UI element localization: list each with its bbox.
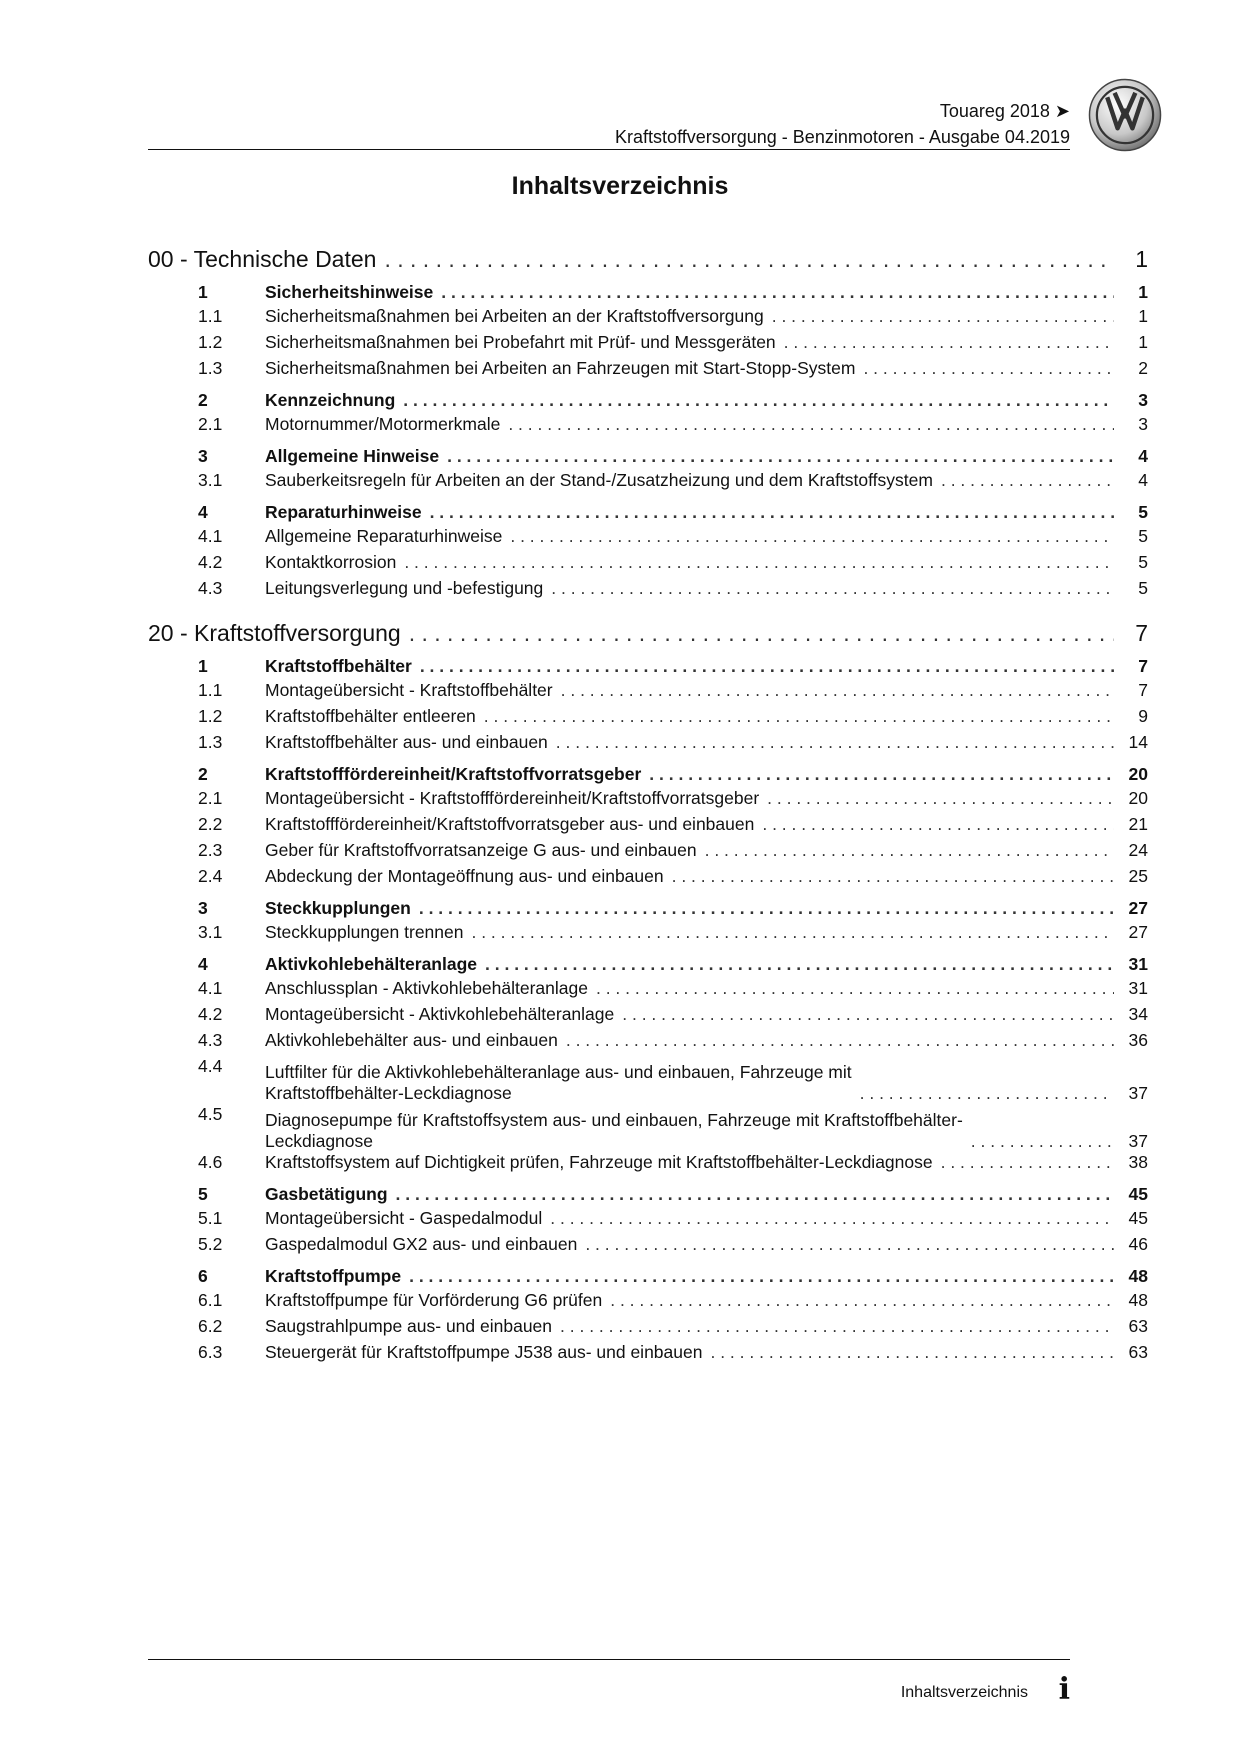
- page-number: 45: [1128, 1208, 1148, 1228]
- page-number: 1: [1138, 306, 1148, 326]
- chapter-title: 00 - Technische Daten: [148, 246, 377, 272]
- page-number: 20: [1128, 764, 1148, 784]
- item-title: Sicherheitsmaßnahmen bei Probefahrt mit Prüf- und Messgeräten: [265, 332, 776, 352]
- toc-section[interactable]: [148, 282, 1148, 306]
- toc-item[interactable]: [148, 552, 1148, 578]
- dot-leader: [767, 788, 1114, 809]
- page-number: 4: [1138, 446, 1148, 466]
- header-model-line: Touareg 2018 ➤: [939, 101, 1070, 121]
- toc-item[interactable]: [148, 866, 1148, 892]
- page-number: 7: [1135, 620, 1148, 646]
- section-number: 3: [198, 898, 208, 918]
- toc-item[interactable]: [148, 1342, 1148, 1368]
- section-number: 2: [198, 390, 208, 410]
- section-title: Gasbetätigung: [265, 1184, 388, 1204]
- toc-item[interactable]: [148, 1234, 1148, 1260]
- item-number: 6.1: [198, 1290, 223, 1310]
- item-title-line1: Luftfilter für die Aktivkohlebehälteranlage aus- und einbauen, Fahrzeuge mit: [265, 1062, 852, 1082]
- toc-item[interactable]: [148, 922, 1148, 948]
- page-number: 1: [1138, 332, 1148, 352]
- page-number: 25: [1128, 866, 1148, 886]
- section-number: 1: [198, 282, 208, 302]
- dot-leader: [971, 1131, 1114, 1152]
- item-number: 2.4: [198, 866, 223, 886]
- toc-section[interactable]: [148, 446, 1148, 470]
- page-number: 3: [1138, 390, 1148, 410]
- section-title: Allgemeine Hinweise: [265, 446, 440, 466]
- item-number: 2.1: [198, 414, 223, 434]
- page-number: 20: [1128, 788, 1148, 808]
- toc-item[interactable]: [148, 470, 1148, 496]
- page-number: 36: [1128, 1030, 1148, 1050]
- toc-chapter[interactable]: [148, 246, 1148, 276]
- dot-leader: [447, 446, 1114, 467]
- page-number: 27: [1128, 898, 1148, 918]
- section-title: Kennzeichnung: [265, 390, 396, 410]
- toc-item[interactable]: [148, 978, 1148, 1004]
- footer-label: Inhaltsverzeichnis: [900, 1684, 1028, 1701]
- section-title: Kraftstofffördereinheit/Kraftstoffvorratsgeber: [265, 764, 642, 784]
- toc-section[interactable]: [148, 502, 1148, 526]
- page-number: 63: [1128, 1316, 1148, 1336]
- section-title: Kraftstoffbehälter: [265, 656, 412, 676]
- item-title-line2: Leckdiagnose: [265, 1131, 373, 1151]
- item-title: Kraftstoffbehälter aus- und einbauen: [265, 732, 548, 752]
- toc-section[interactable]: [148, 390, 1148, 414]
- item-title: Montageübersicht - Kraftstofffördereinheit/Kraftstoffvorratsgeber: [265, 788, 760, 808]
- item-number: 4.2: [198, 552, 223, 572]
- item-title: Montageübersicht - Kraftstoffbehälter: [265, 680, 553, 700]
- section-number: 5: [198, 1184, 208, 1204]
- item-number: 2.1: [198, 788, 223, 808]
- toc-item[interactable]: [148, 578, 1148, 604]
- item-number: 1.2: [198, 332, 223, 352]
- toc-item[interactable]: [148, 1290, 1148, 1316]
- item-number: 4.4: [198, 1056, 223, 1076]
- page-title: Inhaltsverzeichnis: [511, 172, 729, 200]
- item-title: Steuergerät für Kraftstoffpumpe J538 aus- und einbauen: [265, 1342, 703, 1362]
- page-number: 3: [1138, 414, 1148, 434]
- item-title: Kontaktkorrosion: [265, 552, 397, 572]
- header-divider: [148, 149, 1070, 150]
- item-number: 2.2: [198, 814, 223, 834]
- section-number: 6: [198, 1266, 208, 1286]
- item-title: Geber für Kraftstoffvorratsanzeige G aus- und einbauen: [265, 840, 697, 860]
- dot-leader: [672, 866, 1114, 887]
- item-number: 4.1: [198, 978, 223, 998]
- dot-leader: [404, 552, 1114, 573]
- toc-item[interactable]: [148, 680, 1148, 706]
- item-title-line2: Kraftstoffbehälter-Leckdiagnose: [265, 1083, 512, 1103]
- toc-item[interactable]: [148, 332, 1148, 358]
- item-number: 1.2: [198, 706, 223, 726]
- dot-leader: [441, 282, 1114, 303]
- item-number: 5.2: [198, 1234, 223, 1254]
- item-title: Leitungsverlegung und -befestigung: [265, 578, 544, 598]
- item-number: 4.5: [198, 1104, 223, 1124]
- dot-leader: [409, 620, 1114, 647]
- item-number: 4.6: [198, 1152, 223, 1172]
- item-title: [148, 1062, 852, 1104]
- dot-leader: [508, 414, 1114, 435]
- dot-leader: [420, 656, 1114, 677]
- item-title: Aktivkohlebehälter aus- und einbauen: [265, 1030, 558, 1050]
- toc-section[interactable]: [148, 1266, 1148, 1290]
- dot-leader: [863, 358, 1114, 379]
- dot-leader: [471, 922, 1114, 943]
- toc-item[interactable]: [148, 526, 1148, 552]
- footer-divider: [148, 1659, 1070, 1660]
- toc-item[interactable]: [148, 706, 1148, 732]
- page-number: 14: [1128, 732, 1148, 752]
- chapter-title: 20 - Kraftstoffversorgung: [148, 620, 401, 646]
- toc-section[interactable]: [148, 656, 1148, 680]
- page-number: 37: [1128, 1083, 1148, 1103]
- dot-leader: [772, 306, 1114, 327]
- toc-item[interactable]: [148, 358, 1148, 384]
- toc-section[interactable]: [148, 1184, 1148, 1208]
- page-number: 9: [1138, 706, 1148, 726]
- table-of-contents: [148, 238, 1148, 1368]
- item-title: Kraftstofffördereinheit/Kraftstoffvorratsgeber aus- und einbauen: [265, 814, 755, 834]
- header-subtitle: Kraftstoffversorgung - Benzinmotoren - Ausgabe 04.2019: [615, 127, 1070, 147]
- page-number: 31: [1128, 954, 1148, 974]
- page-number: 5: [1138, 502, 1148, 522]
- toc-item[interactable]: [148, 814, 1148, 840]
- toc-section[interactable]: [148, 898, 1148, 922]
- page-number: 27: [1128, 922, 1148, 942]
- toc-item[interactable]: [148, 1316, 1148, 1342]
- dot-leader: [484, 706, 1114, 727]
- dot-leader: [860, 1083, 1114, 1104]
- toc-item[interactable]: [148, 788, 1148, 814]
- page-number: 1: [1135, 246, 1148, 272]
- page-number: 46: [1128, 1234, 1148, 1254]
- dot-leader: [556, 732, 1114, 753]
- dot-leader: [419, 898, 1114, 919]
- section-title: Reparaturhinweise: [265, 502, 422, 522]
- page-number: 24: [1128, 840, 1148, 860]
- item-number: 1.1: [198, 680, 223, 700]
- item-title: Abdeckung der Montageöffnung aus- und einbauen: [265, 866, 664, 886]
- item-title: [148, 1110, 963, 1152]
- dot-leader: [561, 680, 1114, 701]
- item-title: Kraftstoffbehälter entleeren: [265, 706, 476, 726]
- section-number: 4: [198, 502, 208, 522]
- item-title: Montageübersicht - Aktivkohlebehälteranlage: [265, 1004, 615, 1024]
- toc-item[interactable]: [148, 840, 1148, 866]
- toc-section[interactable]: [148, 764, 1148, 788]
- dot-leader: [430, 502, 1114, 523]
- item-title: Gaspedalmodul GX2 aus- und einbauen: [265, 1234, 578, 1254]
- toc-item[interactable]: [148, 732, 1148, 758]
- toc-chapter[interactable]: [148, 620, 1148, 650]
- toc-section[interactable]: [148, 954, 1148, 978]
- dot-leader: [566, 1030, 1114, 1051]
- item-title: Sauberkeitsregeln für Arbeiten an der Stand-/Zusatzheizung und dem Kraftstoffsystem: [265, 470, 933, 490]
- item-title: Sicherheitsmaßnahmen bei Arbeiten an der Kraftstoffversorgung: [265, 306, 764, 326]
- page-number: 21: [1128, 814, 1148, 834]
- dot-leader: [649, 764, 1114, 785]
- toc-item[interactable]: [148, 1104, 1148, 1152]
- toc-item[interactable]: [148, 1208, 1148, 1234]
- dot-leader: [610, 1290, 1114, 1311]
- toc-item[interactable]: [148, 1056, 1148, 1104]
- section-title: Kraftstoffpumpe: [265, 1266, 402, 1286]
- item-number: 1.3: [198, 358, 223, 378]
- dot-leader: [551, 578, 1114, 599]
- item-number: 4.2: [198, 1004, 223, 1024]
- page-number: 5: [1138, 526, 1148, 546]
- page-number: 1: [1138, 282, 1148, 302]
- item-number: 3.1: [198, 470, 223, 490]
- page-number: 4: [1138, 470, 1148, 490]
- toc-item[interactable]: [148, 414, 1148, 440]
- page-number: 34: [1128, 1004, 1148, 1024]
- dot-leader: [485, 954, 1114, 975]
- dot-leader: [622, 1004, 1114, 1025]
- dot-leader: [510, 526, 1114, 547]
- dot-leader: [710, 1342, 1114, 1363]
- item-number: 6.2: [198, 1316, 223, 1336]
- dot-leader: [403, 390, 1114, 411]
- page-number: 5: [1138, 578, 1148, 598]
- item-title: Allgemeine Reparaturhinweise: [265, 526, 503, 546]
- item-number: 6.3: [198, 1342, 223, 1362]
- dot-leader: [762, 814, 1114, 835]
- page-number: 7: [1138, 680, 1148, 700]
- item-number: 5.1: [198, 1208, 223, 1228]
- dot-leader: [705, 840, 1114, 861]
- item-number: 1.1: [198, 306, 223, 326]
- dot-leader: [560, 1316, 1114, 1337]
- section-number: 3: [198, 446, 208, 466]
- dot-leader: [941, 470, 1114, 491]
- toc-item[interactable]: [148, 1004, 1148, 1030]
- item-number: 4.3: [198, 578, 223, 598]
- section-title: Sicherheitshinweise: [265, 282, 434, 302]
- page-number: 45: [1128, 1184, 1148, 1204]
- item-number: 1.3: [198, 732, 223, 752]
- dot-leader: [396, 1184, 1114, 1205]
- page-number: 48: [1128, 1290, 1148, 1310]
- dot-leader: [585, 1234, 1114, 1255]
- item-number: 3.1: [198, 922, 223, 942]
- dot-leader: [384, 246, 1114, 273]
- page-number: 2: [1138, 358, 1148, 378]
- dot-leader: [941, 1152, 1114, 1173]
- toc-item[interactable]: [148, 1152, 1148, 1178]
- page-number: 63: [1128, 1342, 1148, 1362]
- dot-leader: [550, 1208, 1114, 1229]
- item-title: Motornummer/Motormerkmale: [265, 414, 501, 434]
- dot-leader: [784, 332, 1114, 353]
- section-number: 2: [198, 764, 208, 784]
- toc-item[interactable]: [148, 306, 1148, 332]
- item-title-line1: Diagnosepumpe für Kraftstoffsystem aus- und einbauen, Fahrzeuge mit Kraftstoffbehälter-: [265, 1110, 963, 1130]
- item-title: Anschlussplan - Aktivkohlebehälteranlage: [265, 978, 588, 998]
- item-title: Kraftstoffpumpe für Vorförderung G6 prüfen: [265, 1290, 603, 1310]
- item-title: Montageübersicht - Gaspedalmodul: [265, 1208, 543, 1228]
- page-number: 37: [1128, 1131, 1148, 1151]
- footer-page-number: i: [1058, 1672, 1070, 1707]
- section-number: 4: [198, 954, 208, 974]
- section-title: Aktivkohlebehälteranlage: [265, 954, 478, 974]
- dot-leader: [409, 1266, 1114, 1287]
- vw-logo-icon: [1088, 78, 1162, 152]
- page-number: 31: [1128, 978, 1148, 998]
- page-number: 48: [1128, 1266, 1148, 1286]
- toc-item[interactable]: [148, 1030, 1148, 1056]
- item-title: Saugstrahlpumpe aus- und einbauen: [265, 1316, 553, 1336]
- section-title: Steckkupplungen: [265, 898, 411, 918]
- item-title: Kraftstoffsystem auf Dichtigkeit prüfen, Fahrzeuge mit Kraftstoffbehälter-Leckdiagnose: [265, 1152, 933, 1172]
- page-number: 7: [1138, 656, 1148, 676]
- section-number: 1: [198, 656, 208, 676]
- page-number: 38: [1128, 1152, 1148, 1172]
- item-title: Steckkupplungen trennen: [265, 922, 464, 942]
- page-number: 5: [1138, 552, 1148, 572]
- item-number: 2.3: [198, 840, 223, 860]
- dot-leader: [596, 978, 1114, 999]
- item-title: Sicherheitsmaßnahmen bei Arbeiten an Fahrzeugen mit Start-Stopp-System: [265, 358, 856, 378]
- item-number: 4.3: [198, 1030, 223, 1050]
- item-number: 4.1: [198, 526, 223, 546]
